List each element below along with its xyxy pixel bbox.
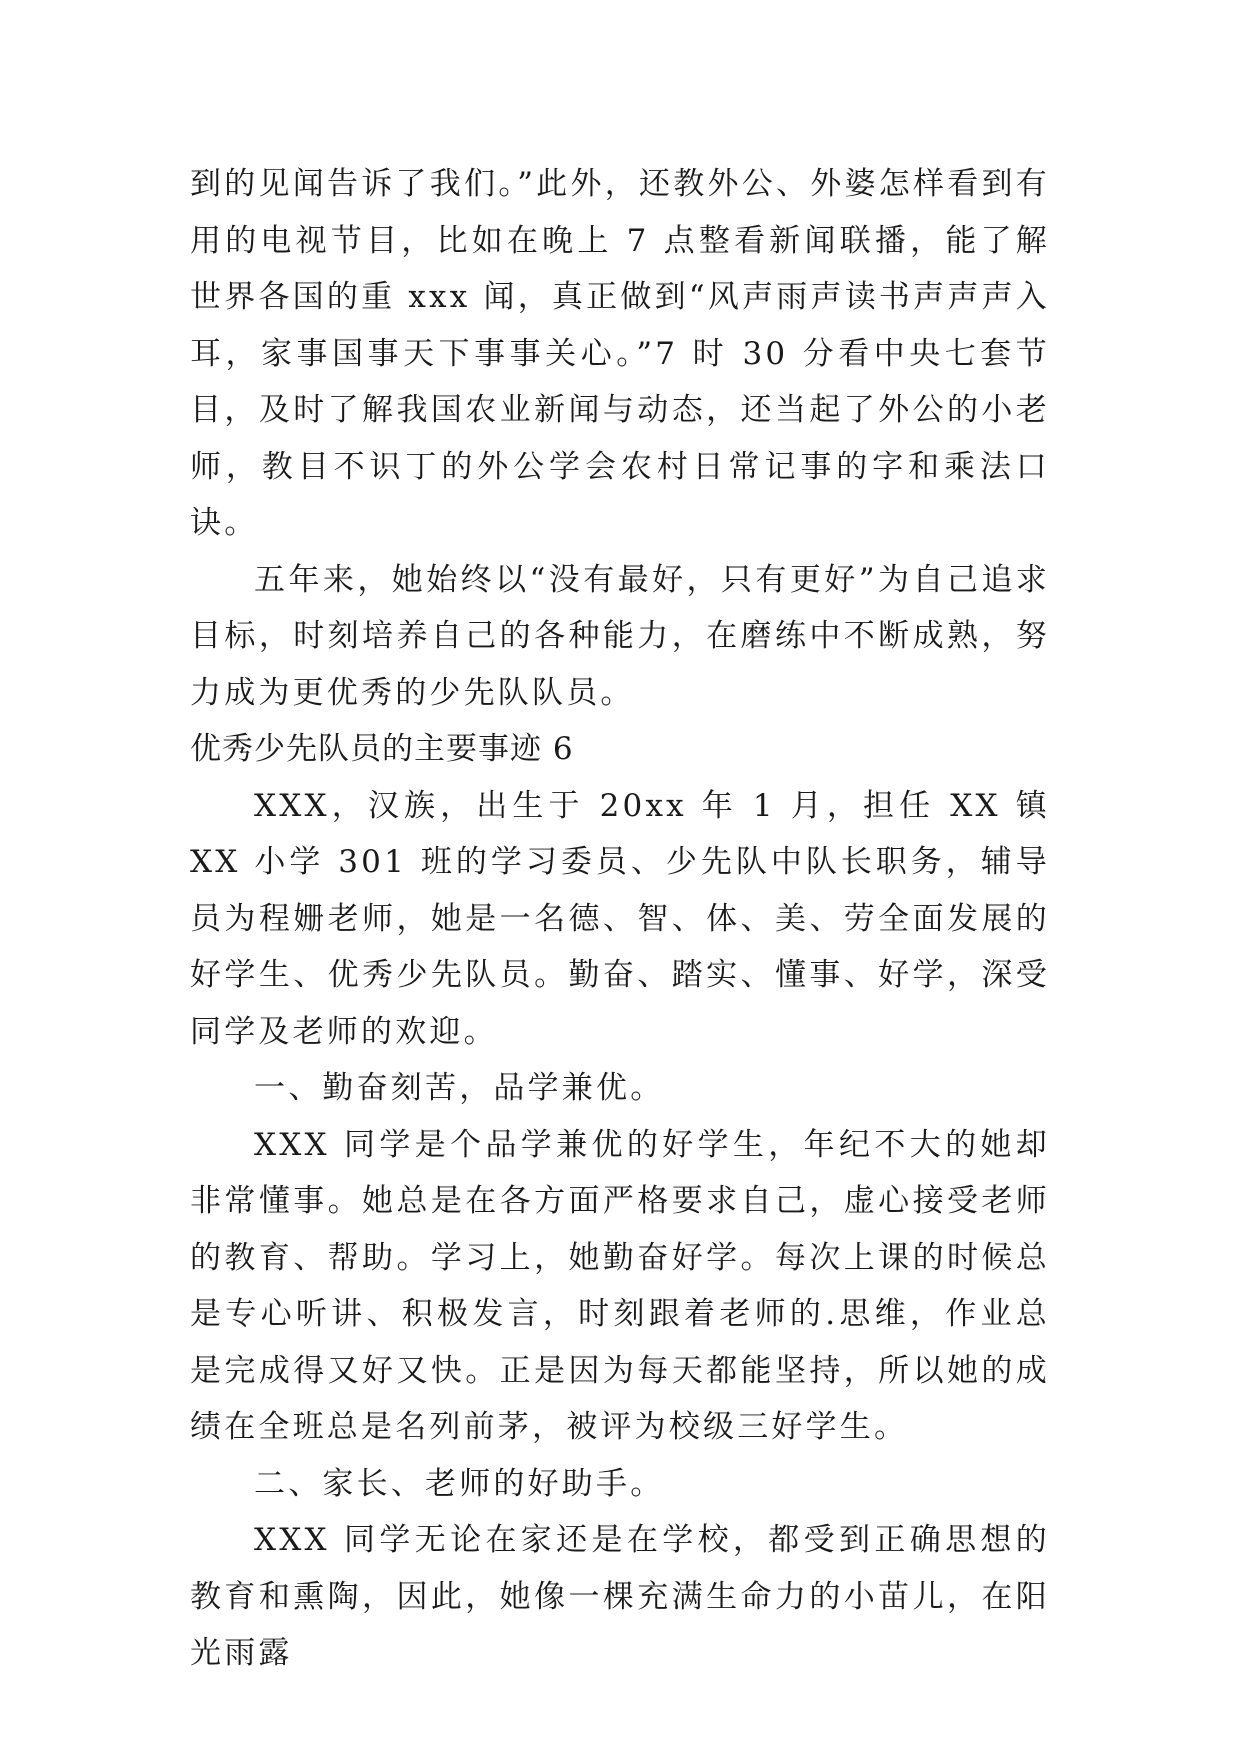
paragraph-study: XXX 同学是个品学兼优的好学生，年纪不大的她却非常懂事。她总是在各方面严格要求自己，虚心接受老师的教育、帮助。学习上，她勤奋好学。每次上课的时候总是专心听讲、积极发言，时刻跟着老师的.思维，作业总是完成得又好又快。正是因为每天都能坚持，所以她的成绩在全班总是名列前茅，被评为校级三好学生。 [190,1126,1050,1445]
subheading-two: 二、家长、老师的好助手。 [254,1465,665,1502]
paragraph-helper: XXX 同学无论在家还是在学校，都受到正确思想的教育和熏陶，因此，她像一棵充满生命力的小苗儿，在阳光雨露 [190,1522,1050,1671]
paragraph-continuation: 到的见闻告诉了我们。”此外，还教外公、外婆怎样看到有用的电视节目，比如在晚上 7 点整看新闻联播，能了解世界各国的重 xxx 闻，真正做到“风声雨声读书声声声入耳，家事国事天下事事关心。”7 时 30 分看中央七套节目，及时了解我国农业新闻与动态，还当起了外公的小老师，教目不识丁的外公学会农村日常记事的字和乘法口诀。 [190,166,1050,541]
section-heading: 优秀少先队员的主要事迹 6 [190,731,574,767]
document-body [190,156,1050,1682]
paragraph-intro: XXX，汉族，出生于 20xx 年 1 月，担任 XX 镇 XX 小学 301 班的学习委员、少先队中队长职务，辅导员为程姗老师，她是一名德、智、体、美、劳全面发展的好学生、优秀少先队员。勤奋、踏实、懂事、好学，深受同学及老师的欢迎。 [190,787,1050,1050]
paragraph-summary: 五年来，她始终以“没有最好，只有更好”为自己追求目标，时刻培养自己的各种能力，在磨练中不断成熟，努力成为更优秀的少先队队员。 [190,561,1050,711]
subheading-one: 一、勤奋刻苦，品学兼优。 [254,1070,665,1106]
